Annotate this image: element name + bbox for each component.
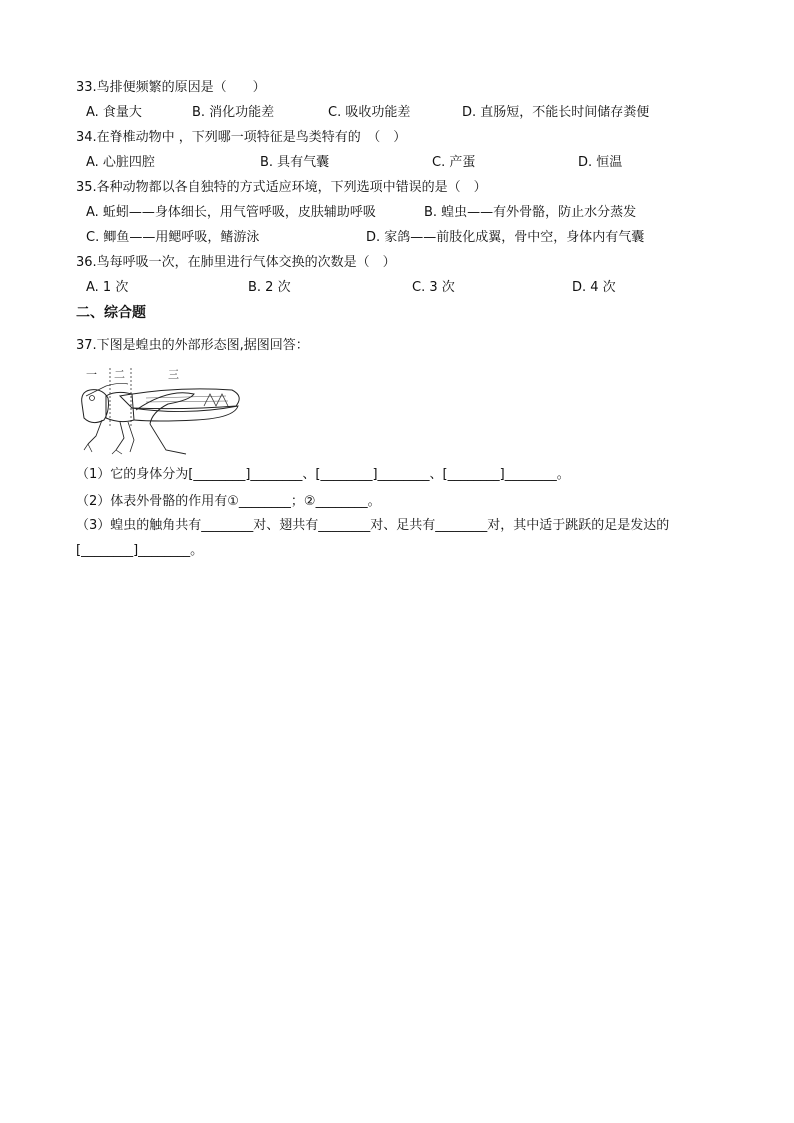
question-35-stem: 35.各种动物都以各自独特的方式适应环境，下列选项中错误的是（ ）	[76, 180, 487, 195]
grasshopper-figure	[76, 366, 246, 458]
question-37-stem: 37.下图是蝗虫的外部形态图,据图回答：	[76, 338, 309, 353]
q36-option-a: A. 1 次	[86, 280, 129, 295]
q35-option-c: C. 鲫鱼——用鳃呼吸，鳍游泳	[86, 230, 260, 245]
q36-option-b: B. 2 次	[248, 280, 291, 295]
q35-option-a: A. 蚯蚓——身体细长，用气管呼吸，皮肤辅助呼吸	[86, 205, 376, 220]
q33-option-d: D. 直肠短，不能长时间储存粪便	[462, 105, 650, 120]
q36-option-c: C. 3 次	[412, 280, 455, 295]
q35-option-b: B. 蝗虫——有外骨骼，防止水分蒸发	[424, 205, 637, 220]
q33-option-a: A. 食量大	[86, 105, 142, 120]
q33-option-b: B. 消化功能差	[192, 105, 275, 120]
q37-part-2: （2）体表外骨骼的作用有①________；②________。	[76, 494, 381, 509]
q34-option-a: A. 心脏四腔	[86, 155, 155, 170]
q36-option-d: D. 4 次	[572, 280, 616, 295]
q37-part-3: （3）蝗虫的触角共有________对、翅共有________对、足共有________对，其中适于跳跃的足是发达的	[76, 518, 670, 533]
figure-label-2: 二	[114, 368, 125, 381]
question-34-options	[86, 154, 726, 172]
q33-option-c: C. 吸收功能差	[328, 105, 411, 120]
question-35-options-row1	[86, 204, 726, 222]
question-33-stem: 33.鸟排便频繁的原因是（ ）	[76, 80, 266, 95]
question-35-options-row2	[86, 229, 726, 247]
question-36-options	[86, 279, 726, 297]
q35-option-d: D. 家鸽——前肢化成翼，骨中空，身体内有气囊	[366, 230, 645, 245]
figure-label-1: 一	[86, 368, 97, 381]
question-34-stem: 34.在脊椎动物中 ，下列哪一项特征是鸟类特有的 （ ）	[76, 130, 407, 145]
question-33-options	[86, 104, 726, 122]
q37-part-1: （1）它的身体分为[________]________、[________]________、[________]________。	[76, 467, 570, 482]
section-heading: 二、综合题	[76, 305, 146, 321]
question-36-stem: 36.鸟每呼吸一次，在肺里进行气体交换的次数是（ ）	[76, 255, 396, 270]
q37-part-3-continued: [________]________。	[76, 543, 204, 558]
figure-label-3: 三	[168, 368, 179, 381]
q34-option-b: B. 具有气囊	[260, 155, 330, 170]
q34-option-d: D. 恒温	[578, 155, 623, 170]
q34-option-c: C. 产蛋	[432, 155, 476, 170]
grasshopper-illustration	[76, 366, 246, 458]
